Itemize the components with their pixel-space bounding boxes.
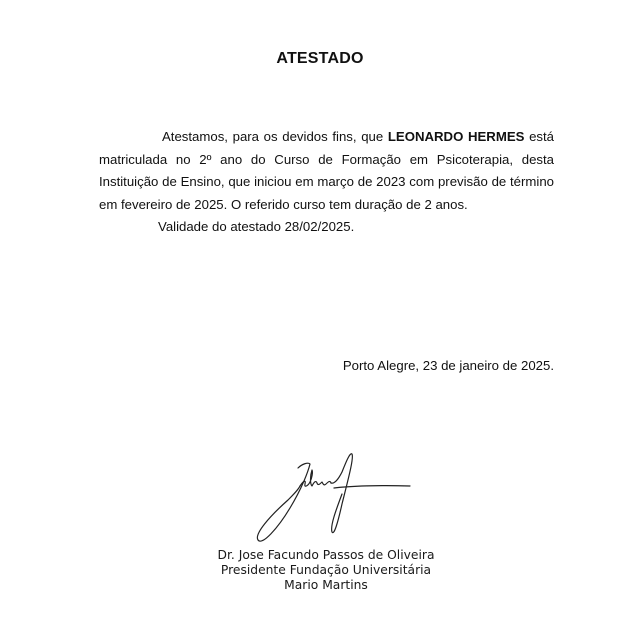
signer-institution: Mario Martins — [284, 578, 368, 592]
attestation-paragraph — [99, 126, 554, 216]
document-body — [99, 126, 554, 239]
student-name: LEONARDO HERMES — [387, 129, 525, 144]
validity-paragraph: Validade do atestado 28/02/2025. — [158, 219, 355, 234]
signature-icon — [250, 450, 420, 550]
signer-block — [0, 548, 640, 593]
signer-role: Presidente Fundação Universitária — [220, 563, 432, 577]
document-title: ATESTADO — [276, 50, 364, 67]
paragraph-lead: Atestamos, para os devidos fins, que — [162, 129, 388, 144]
paragraph-rest: está matriculada no 2º ano do Curso de Formação em Psicoterapia, desta Instituição de Ensino, que iniciou em março de 2023 com previsão de término em fevereiro de 2025. O referido curso tem duração de 2 anos. — [99, 129, 555, 212]
place-date: Porto Alegre, 23 de janeiro de 2025. — [342, 358, 554, 373]
signer-name: Dr. Jose Facundo Passos de Oliveira — [217, 548, 435, 562]
